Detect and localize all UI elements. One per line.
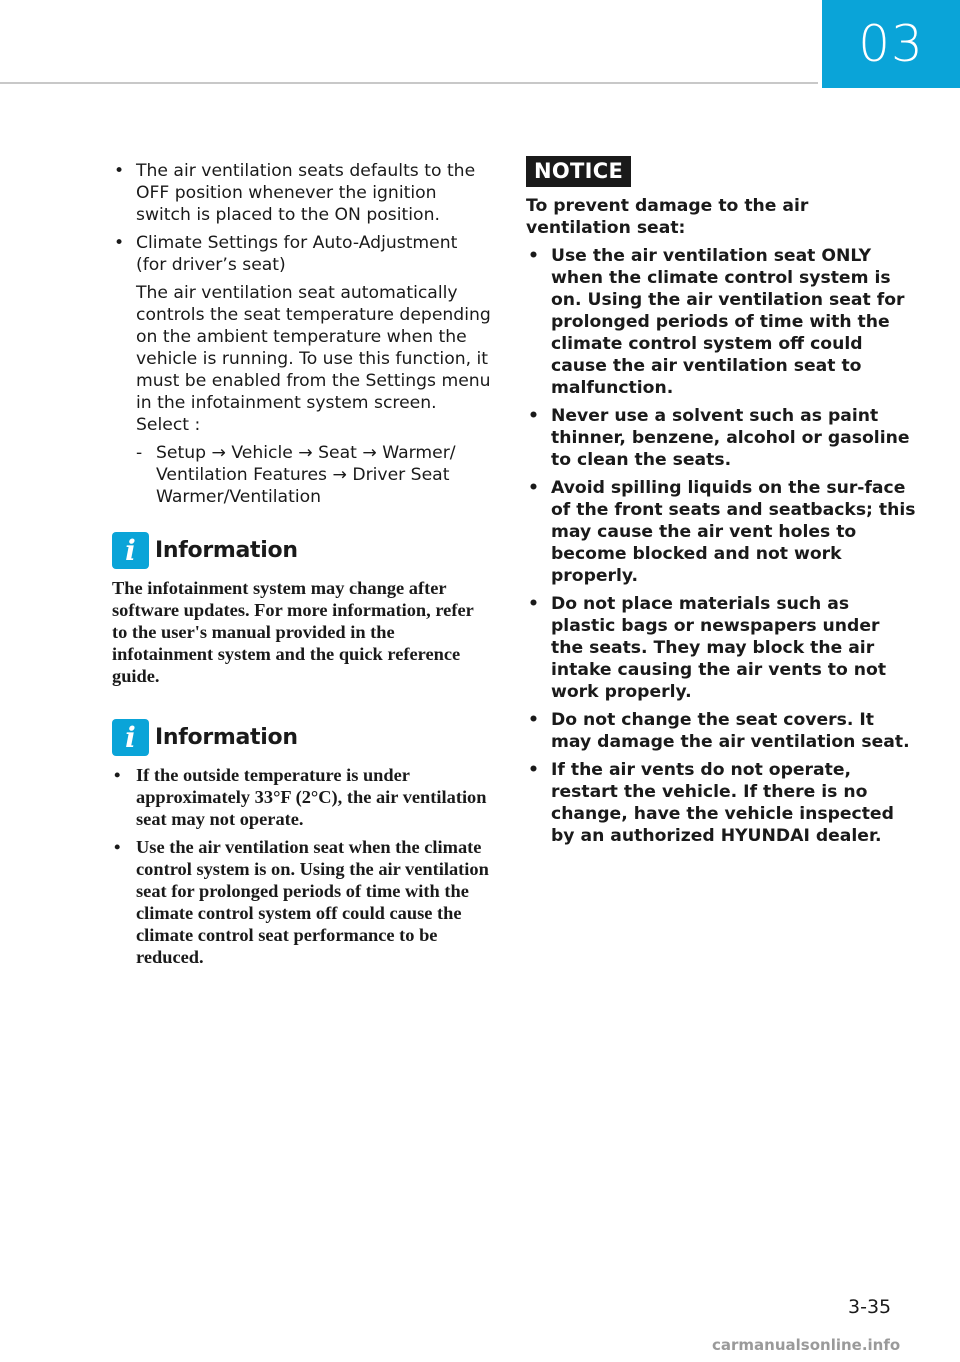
- info-icon: i: [112, 719, 149, 756]
- list-item: • Use the air ventilation seat ONLY when the climate control system is on. Using the air ventilation seat for prolonged periods of time with the climate control system off could cause the air ventilation seat to malfunction.: [526, 245, 916, 399]
- information-title: Information: [155, 725, 298, 750]
- information-bullets: [112, 764, 492, 968]
- list-item: • If the outside temperature is under approximately 33°F (2°C), the air ventilation seat may not operate.: [112, 764, 492, 830]
- list-item: • Avoid spilling liquids on the sur-face of the front seats and seatbacks; this may cause the air vent holes to become blocked and not work properly.: [526, 477, 916, 587]
- info-icon: i: [112, 532, 149, 569]
- list-item: • Do not place materials such as plastic bags or newspapers under the seats. They may block the air intake causing the air vents to not work properly.: [526, 593, 916, 703]
- information-header: [112, 719, 492, 756]
- settings-path-list: [136, 442, 492, 508]
- left-column: [112, 160, 492, 974]
- chapter-tab: 03: [822, 0, 960, 88]
- information-title: Information: [155, 538, 298, 563]
- list-item: • Use the air ventilation seat when the climate control system is on. Using the air ventilation seat for prolonged periods of time with the climate control system off could cause the climate control seat performance to be reduced.: [112, 836, 492, 968]
- list-item: • If the air vents do not operate, restart the vehicle. If there is no change, have the vehicle inspected by an authorized HYUNDAI dealer.: [526, 759, 916, 847]
- list-item: • The air ventilation seats defaults to the OFF position whenever the ignition switch is placed to the ON position.: [112, 160, 492, 226]
- list-item: • Climate Settings for Auto-Adjustment (for driver’s seat) The air ventilation seat automatically controls the seat temperature depending on the ambient temperature when the vehicle is running. To use this function, it must be enabled from the Settings menu in the infotainment system screen. Select : - Setup → Vehicle → Seat → Warmer/ Ventilation Features → Driver Seat Warmer/Ventilation: [112, 232, 492, 508]
- notice-bullets: [526, 245, 916, 847]
- notice-lead: To prevent damage to the air ventilation seat:: [526, 196, 809, 238]
- feature-bullets: [112, 160, 492, 508]
- information-text: The infotainment system may change after software updates. For more information, refer to the user's manual provided in the infotainment system and the quick reference guide.: [112, 578, 474, 686]
- page-number: 3-35: [848, 1296, 892, 1318]
- list-item: • Never use a solvent such as paint thinner, benzene, alcohol or gasoline to clean the seats.: [526, 405, 916, 471]
- information-box: [112, 532, 492, 687]
- auto-adjust-description: The air ventilation seat automatically controls the seat temperature depending on the ambient temperature when the vehicle is running. To use this function, it must be enabled from the Settings menu in the infotainment system screen. Select :: [136, 283, 491, 435]
- list-item: • Do not change the seat covers. It may damage the air ventilation seat.: [526, 709, 916, 753]
- settings-path: - Setup → Vehicle → Seat → Warmer/ Ventilation Features → Driver Seat Warmer/Ventilation: [136, 442, 492, 508]
- information-box: [112, 719, 492, 968]
- information-header: [112, 532, 492, 569]
- watermark: carmanualsonline.info: [712, 1336, 901, 1354]
- right-column: [526, 156, 916, 853]
- header-rule: [0, 82, 818, 84]
- notice-badge: NOTICE: [526, 156, 631, 187]
